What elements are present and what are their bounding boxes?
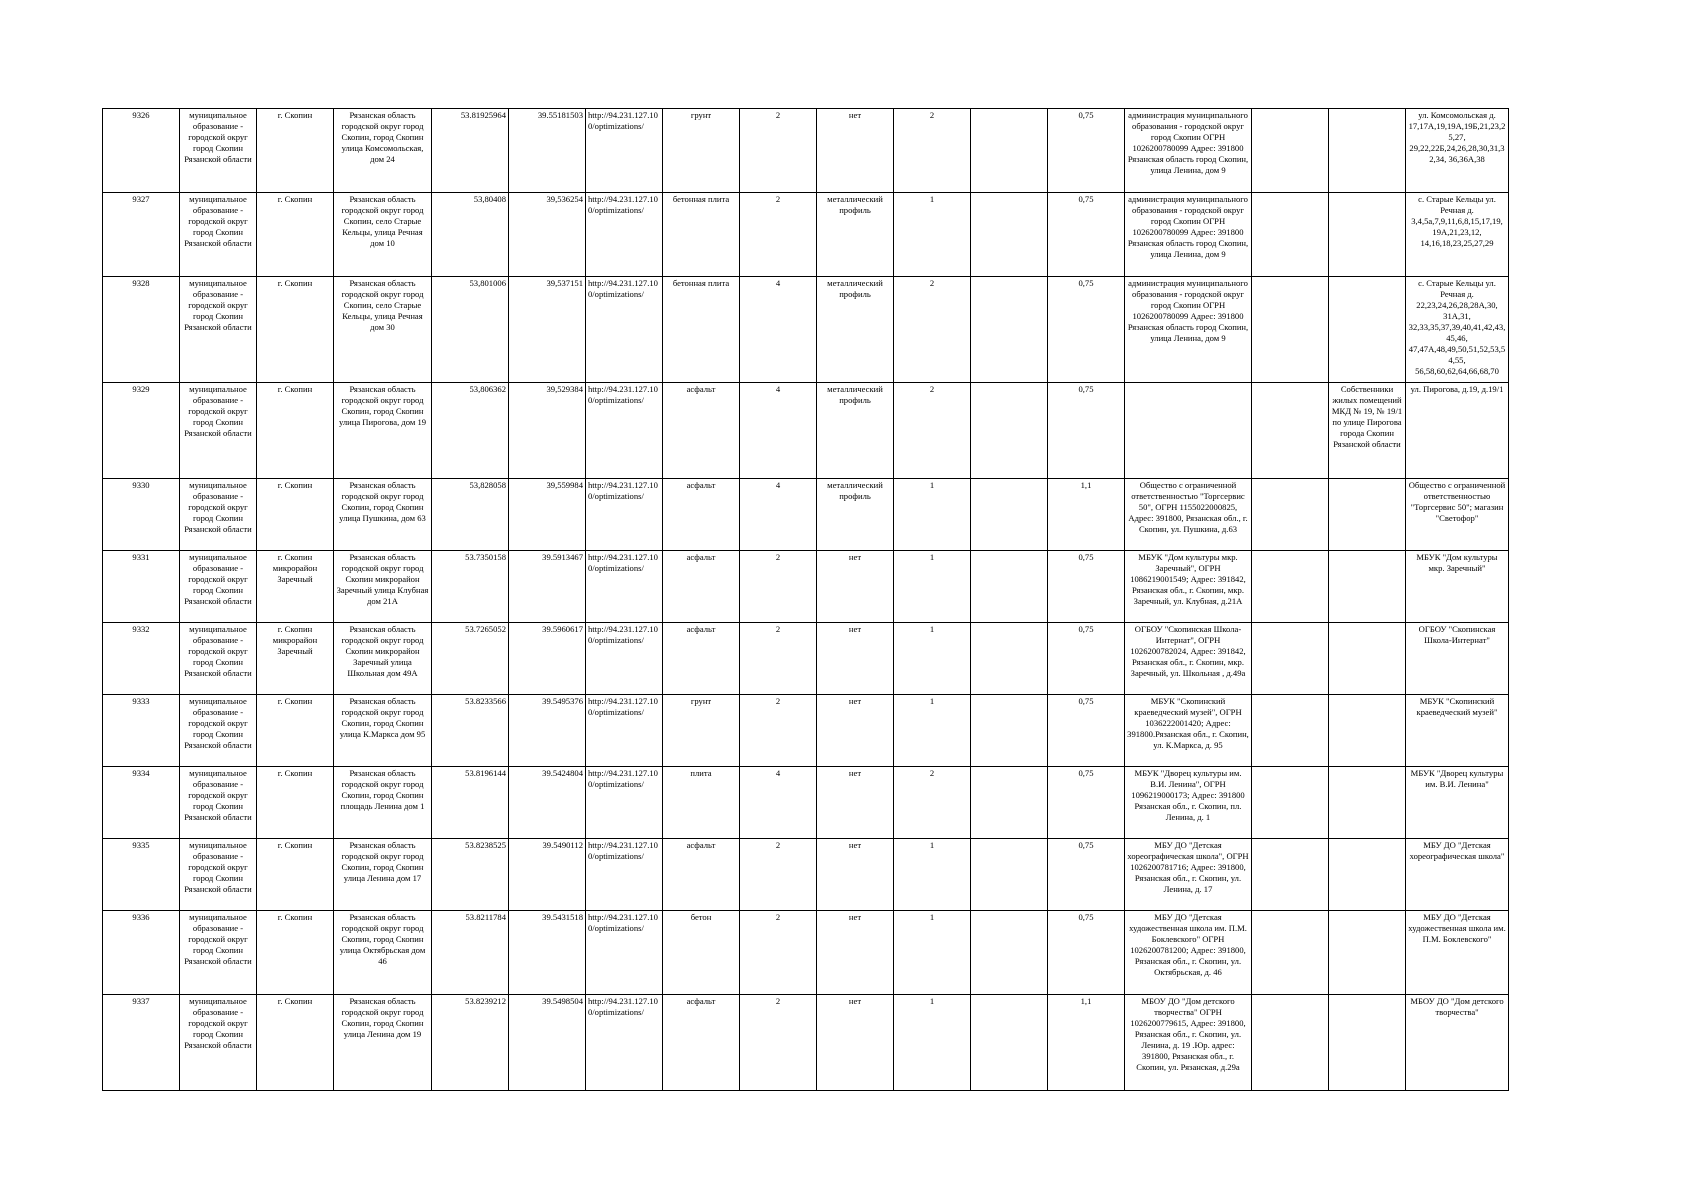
owner-alt-cell bbox=[1329, 839, 1406, 911]
surface-cell: плита bbox=[663, 767, 740, 839]
row-number: 9327 bbox=[103, 193, 180, 277]
container-count-cell: 1 bbox=[894, 193, 971, 277]
row-number: 9329 bbox=[103, 383, 180, 479]
longitude-cell: 39,559984 bbox=[509, 479, 586, 551]
longitude-cell: 39.5490112 bbox=[509, 839, 586, 911]
locality-cell: г. Скопин bbox=[257, 479, 334, 551]
empty-cell bbox=[1252, 839, 1329, 911]
latitude-cell: 53.8233566 bbox=[432, 695, 509, 767]
locality-cell: г. Скопин bbox=[257, 383, 334, 479]
map-link-cell[interactable]: http://94.231.127.100/optimizations/ bbox=[586, 767, 663, 839]
table-row bbox=[103, 695, 1509, 767]
address-cell: Рязанская область городской округ город Скопин, село Старые Кельцы, улица Речная дом 30 bbox=[334, 277, 432, 383]
sources-cell: Общество с ограниченной ответственностью "Торгсервис 50"; магазин "Светофор" bbox=[1406, 479, 1509, 551]
area-cell: 2 bbox=[740, 623, 817, 695]
volume-cell: 0,75 bbox=[1048, 695, 1125, 767]
table-row bbox=[103, 277, 1509, 383]
row-number: 9326 bbox=[103, 109, 180, 193]
longitude-cell: 39.5913467 bbox=[509, 551, 586, 623]
empty-cell bbox=[971, 995, 1048, 1091]
owner-cell bbox=[1125, 383, 1252, 479]
container-count-cell: 2 bbox=[894, 383, 971, 479]
locality-cell: г. Скопин bbox=[257, 695, 334, 767]
empty-cell bbox=[1252, 551, 1329, 623]
surface-cell: асфальт bbox=[663, 551, 740, 623]
address-cell: Рязанская область городской округ город Скопин, город Скопин улица К.Маркса дом 95 bbox=[334, 695, 432, 767]
longitude-cell: 39.5495376 bbox=[509, 695, 586, 767]
municipality-cell: муниципальное образование - городской округ город Скопин Рязанской области bbox=[180, 995, 257, 1091]
latitude-cell: 53.7350158 bbox=[432, 551, 509, 623]
longitude-cell: 39.5960617 bbox=[509, 623, 586, 695]
longitude-cell: 39.5431518 bbox=[509, 911, 586, 995]
map-link-cell[interactable]: http://94.231.127.100/optimizations/ bbox=[586, 623, 663, 695]
locality-cell: г. Скопин bbox=[257, 277, 334, 383]
latitude-cell: 53.7265052 bbox=[432, 623, 509, 695]
longitude-cell: 39,529384 bbox=[509, 383, 586, 479]
owner-cell: МБУ ДО "Детская художественная школа им. П.М. Боклевского" ОГРН 1026200781200; Адрес: 391800, Рязанская обл., г. Скопин, ул. Октябрьская, д. 46 bbox=[1125, 911, 1252, 995]
owner-cell: МБОУ ДО "Дом детского творчества" ОГРН 1026200779615, Адрес: 391800, Рязанская обл., г. Скопин, ул. Ленина, д. 19 .Юр. адрес: 391800, Рязанская обл., г. Скопин, ул. Рязанская, д.29а bbox=[1125, 995, 1252, 1091]
volume-cell: 0,75 bbox=[1048, 551, 1125, 623]
empty-cell bbox=[1252, 767, 1329, 839]
volume-cell: 0,75 bbox=[1048, 193, 1125, 277]
owner-cell: ОГБОУ "Скопинская Школа-Интернат", ОГРН 1026200782024, Адрес: 391842, Рязанская обл., г. Скопин, мкр. Заречный, ул. Школьная , д.49а bbox=[1125, 623, 1252, 695]
address-cell: Рязанская область городской округ город Скопин микрорайон Заречный улица Школьная дом 49А bbox=[334, 623, 432, 695]
municipality-cell: муниципальное образование - городской округ город Скопин Рязанской области bbox=[180, 277, 257, 383]
row-number: 9334 bbox=[103, 767, 180, 839]
empty-cell bbox=[1252, 383, 1329, 479]
surface-cell: грунт bbox=[663, 109, 740, 193]
municipality-cell: муниципальное образование - городской округ город Скопин Рязанской области bbox=[180, 911, 257, 995]
owner-alt-cell bbox=[1329, 479, 1406, 551]
address-cell: Рязанская область городской округ город Скопин микрорайон Заречный улица Клубная дом 21А bbox=[334, 551, 432, 623]
owner-cell: МБУК "Дом культуры мкр. Заречный", ОГРН 1086219001549; Адрес: 391842, Рязанская обл., г. Скопин, мкр. Заречный, ул. Клубная, д.21А bbox=[1125, 551, 1252, 623]
row-number: 9331 bbox=[103, 551, 180, 623]
table-row bbox=[103, 109, 1509, 193]
map-link-cell[interactable]: http://94.231.127.100/optimizations/ bbox=[586, 995, 663, 1091]
volume-cell: 0,75 bbox=[1048, 277, 1125, 383]
surface-cell: асфальт bbox=[663, 383, 740, 479]
locality-cell: г. Скопин bbox=[257, 109, 334, 193]
empty-cell bbox=[971, 109, 1048, 193]
area-cell: 2 bbox=[740, 695, 817, 767]
surface-cell: асфальт bbox=[663, 479, 740, 551]
container-count-cell: 2 bbox=[894, 277, 971, 383]
municipality-cell: муниципальное образование - городской округ город Скопин Рязанской области bbox=[180, 383, 257, 479]
sources-cell: МБОУ ДО "Дом детского творчества" bbox=[1406, 995, 1509, 1091]
owner-cell: МБУ ДО "Детская хореографическая школа", ОГРН 1026200781716; Адрес: 391800, Рязанская обл., г. Скопин, ул. Ленина, д. 17 bbox=[1125, 839, 1252, 911]
surface-cell: грунт bbox=[663, 695, 740, 767]
area-cell: 4 bbox=[740, 277, 817, 383]
empty-cell bbox=[971, 911, 1048, 995]
latitude-cell: 53.8239212 bbox=[432, 995, 509, 1091]
table-row bbox=[103, 995, 1509, 1091]
address-cell: Рязанская область городской округ город Скопин, город Скопин площадь Ленина дом 1 bbox=[334, 767, 432, 839]
empty-cell bbox=[1252, 277, 1329, 383]
owner-alt-cell bbox=[1329, 551, 1406, 623]
volume-cell: 0,75 bbox=[1048, 623, 1125, 695]
area-cell: 2 bbox=[740, 551, 817, 623]
owner-cell: Общество с ограниченной ответственностью "Торгсервис 50", ОГРН 1155022000825, Адрес: 391800, Рязанская обл., г. Скопин, ул. Пушкина, д.63 bbox=[1125, 479, 1252, 551]
area-cell: 2 bbox=[740, 109, 817, 193]
volume-cell: 1,1 bbox=[1048, 479, 1125, 551]
municipality-cell: муниципальное образование - городской округ город Скопин Рязанской области bbox=[180, 839, 257, 911]
owner-alt-cell bbox=[1329, 995, 1406, 1091]
owner-alt-cell: Собственники жилых помещений МКД № 19, № 19/1 по улице Пирогова города Скопин Рязанской области bbox=[1329, 383, 1406, 479]
latitude-cell: 53,828058 bbox=[432, 479, 509, 551]
table-row bbox=[103, 911, 1509, 995]
longitude-cell: 39,537151 bbox=[509, 277, 586, 383]
empty-cell bbox=[1252, 109, 1329, 193]
address-cell: Рязанская область городской округ город Скопин, город Скопин улица Ленина дом 19 bbox=[334, 995, 432, 1091]
longitude-cell: 39.5498504 bbox=[509, 995, 586, 1091]
sources-cell: МБУ ДО "Детская хореографическая школа" bbox=[1406, 839, 1509, 911]
map-link-cell[interactable]: http://94.231.127.100/optimizations/ bbox=[586, 911, 663, 995]
fence-cell: нет bbox=[817, 695, 894, 767]
owner-alt-cell bbox=[1329, 911, 1406, 995]
container-count-cell: 1 bbox=[894, 695, 971, 767]
fence-cell: металлический профиль bbox=[817, 479, 894, 551]
table-row bbox=[103, 551, 1509, 623]
container-count-cell: 1 bbox=[894, 551, 971, 623]
empty-cell bbox=[971, 695, 1048, 767]
latitude-cell: 53.8211784 bbox=[432, 911, 509, 995]
empty-cell bbox=[971, 193, 1048, 277]
fence-cell: металлический профиль bbox=[817, 193, 894, 277]
sources-cell: МБУК "Скопинский краеведческий музей" bbox=[1406, 695, 1509, 767]
locality-cell: г. Скопин bbox=[257, 193, 334, 277]
sources-cell: с. Старые Кельцы ул. Речная д. 3,4,5а,7,9,11,6,8,15,17,19, 19А,21,23,12, 14,16,18,23,25,27,29 bbox=[1406, 193, 1509, 277]
municipality-cell: муниципальное образование - городской округ город Скопин Рязанской области bbox=[180, 551, 257, 623]
area-cell: 4 bbox=[740, 383, 817, 479]
empty-cell bbox=[1252, 479, 1329, 551]
map-link-cell[interactable]: http://94.231.127.100/optimizations/ bbox=[586, 551, 663, 623]
owner-cell: администрация муниципального образования - городской округ город Скопин ОГРН 1026200780099 Адрес: 391800 Рязанская область город Скопин, улица Ленина, дом 9 bbox=[1125, 109, 1252, 193]
container-count-cell: 1 bbox=[894, 839, 971, 911]
row-number: 9328 bbox=[103, 277, 180, 383]
municipality-cell: муниципальное образование - городской округ город Скопин Рязанской области bbox=[180, 479, 257, 551]
row-number: 9336 bbox=[103, 911, 180, 995]
surface-cell: асфальт bbox=[663, 995, 740, 1091]
longitude-cell: 39.55181503 bbox=[509, 109, 586, 193]
address-cell: Рязанская область городской округ город Скопин, город Скопин улица Ленина дом 17 bbox=[334, 839, 432, 911]
map-link-cell[interactable]: http://94.231.127.100/optimizations/ bbox=[586, 109, 663, 193]
container-count-cell: 1 bbox=[894, 623, 971, 695]
latitude-cell: 53.81925964 bbox=[432, 109, 509, 193]
fence-cell: нет bbox=[817, 911, 894, 995]
table-row bbox=[103, 839, 1509, 911]
owner-alt-cell bbox=[1329, 193, 1406, 277]
locality-cell: г. Скопин микрорайон Заречный bbox=[257, 623, 334, 695]
sources-cell: МБУ ДО "Детская художественная школа им. П.М. Боклевского" bbox=[1406, 911, 1509, 995]
empty-cell bbox=[1252, 695, 1329, 767]
container-count-cell: 2 bbox=[894, 109, 971, 193]
fence-cell: нет bbox=[817, 623, 894, 695]
container-count-cell: 2 bbox=[894, 767, 971, 839]
longitude-cell: 39,536254 bbox=[509, 193, 586, 277]
map-link-cell[interactable]: http://94.231.127.100/optimizations/ bbox=[586, 277, 663, 383]
container-count-cell: 1 bbox=[894, 995, 971, 1091]
surface-cell: асфальт bbox=[663, 839, 740, 911]
area-cell: 4 bbox=[740, 767, 817, 839]
empty-cell bbox=[971, 479, 1048, 551]
table-row bbox=[103, 767, 1509, 839]
locality-cell: г. Скопин bbox=[257, 767, 334, 839]
empty-cell bbox=[971, 839, 1048, 911]
municipality-cell: муниципальное образование - городской округ город Скопин Рязанской области bbox=[180, 109, 257, 193]
surface-cell: бетонная плита bbox=[663, 277, 740, 383]
owner-cell: МБУК "Скопинский краеведческий музей", ОГРН 1036222001420; Адрес: 391800.Рязанская обл., г. Скопин, ул. К.Маркса, д. 95 bbox=[1125, 695, 1252, 767]
owner-cell: МБУК "Дворец культуры им. В.И. Ленина", ОГРН 1096219000173; Адрес: 391800 Рязанская обл., г. Скопин, пл. Ленина, д. 1 bbox=[1125, 767, 1252, 839]
map-link-cell[interactable]: http://94.231.127.100/optimizations/ bbox=[586, 695, 663, 767]
map-link-cell[interactable]: http://94.231.127.100/optimizations/ bbox=[586, 383, 663, 479]
fence-cell: металлический профиль bbox=[817, 277, 894, 383]
address-cell: Рязанская область городской округ город Скопин, город Скопин улица Комсомольская, дом 24 bbox=[334, 109, 432, 193]
empty-cell bbox=[1252, 193, 1329, 277]
registry-table bbox=[102, 108, 1509, 1091]
fence-cell: нет bbox=[817, 767, 894, 839]
empty-cell bbox=[1252, 995, 1329, 1091]
row-number: 9337 bbox=[103, 995, 180, 1091]
owner-alt-cell bbox=[1329, 695, 1406, 767]
row-number: 9330 bbox=[103, 479, 180, 551]
container-count-cell: 1 bbox=[894, 911, 971, 995]
locality-cell: г. Скопин bbox=[257, 911, 334, 995]
table-row bbox=[103, 623, 1509, 695]
owner-alt-cell bbox=[1329, 767, 1406, 839]
locality-cell: г. Скопин bbox=[257, 995, 334, 1091]
fence-cell: нет bbox=[817, 995, 894, 1091]
latitude-cell: 53,801006 bbox=[432, 277, 509, 383]
municipality-cell: муниципальное образование - городской округ город Скопин Рязанской области bbox=[180, 695, 257, 767]
volume-cell: 0,75 bbox=[1048, 109, 1125, 193]
fence-cell: нет bbox=[817, 839, 894, 911]
empty-cell bbox=[971, 277, 1048, 383]
surface-cell: асфальт bbox=[663, 623, 740, 695]
locality-cell: г. Скопин bbox=[257, 839, 334, 911]
area-cell: 2 bbox=[740, 995, 817, 1091]
row-number: 9335 bbox=[103, 839, 180, 911]
row-number: 9333 bbox=[103, 695, 180, 767]
map-link-cell[interactable]: http://94.231.127.100/optimizations/ bbox=[586, 479, 663, 551]
volume-cell: 0,75 bbox=[1048, 767, 1125, 839]
latitude-cell: 53,80408 bbox=[432, 193, 509, 277]
municipality-cell: муниципальное образование - городской округ город Скопин Рязанской области bbox=[180, 623, 257, 695]
volume-cell: 1,1 bbox=[1048, 995, 1125, 1091]
area-cell: 2 bbox=[740, 911, 817, 995]
address-cell: Рязанская область городской округ город Скопин, город Скопин улица Пушкина, дом 63 bbox=[334, 479, 432, 551]
sources-cell: ОГБОУ "Скопинская Школа-Интернат" bbox=[1406, 623, 1509, 695]
sources-cell: с. Старые Кельцы ул. Речная д. 22,23,24,26,28,28А,30, 31А,31, 32,33,35,37,39,40,41,42,43, 45,46, 47,47А,48,49,50,51,52,53,54,55, 56,58,60,62,64,66,68,70 bbox=[1406, 277, 1509, 383]
locality-cell: г. Скопин микрорайон Заречный bbox=[257, 551, 334, 623]
longitude-cell: 39.5424804 bbox=[509, 767, 586, 839]
table-row bbox=[103, 193, 1509, 277]
table-body bbox=[103, 109, 1509, 1091]
owner-alt-cell bbox=[1329, 109, 1406, 193]
table-row bbox=[103, 479, 1509, 551]
volume-cell: 0,75 bbox=[1048, 839, 1125, 911]
address-cell: Рязанская область городской округ город Скопин, город Скопин улица Октябрьская дом 46 bbox=[334, 911, 432, 995]
area-cell: 2 bbox=[740, 193, 817, 277]
container-count-cell: 1 bbox=[894, 479, 971, 551]
area-cell: 2 bbox=[740, 839, 817, 911]
municipality-cell: муниципальное образование - городской округ город Скопин Рязанской области bbox=[180, 193, 257, 277]
map-link-cell[interactable]: http://94.231.127.100/optimizations/ bbox=[586, 193, 663, 277]
empty-cell bbox=[971, 767, 1048, 839]
address-cell: Рязанская область городской округ город Скопин, город Скопин улица Пирогова, дом 19 bbox=[334, 383, 432, 479]
fence-cell: металлический профиль bbox=[817, 383, 894, 479]
latitude-cell: 53.8238525 bbox=[432, 839, 509, 911]
map-link-cell[interactable]: http://94.231.127.100/optimizations/ bbox=[586, 839, 663, 911]
municipality-cell: муниципальное образование - городской округ город Скопин Рязанской области bbox=[180, 767, 257, 839]
address-cell: Рязанская область городской округ город Скопин, село Старые Кельцы, улица Речная дом 10 bbox=[334, 193, 432, 277]
owner-cell: администрация муниципального образования - городской округ город Скопин ОГРН 1026200780099 Адрес: 391800 Рязанская область город Скопин, улица Ленина, дом 9 bbox=[1125, 193, 1252, 277]
owner-alt-cell bbox=[1329, 623, 1406, 695]
fence-cell: нет bbox=[817, 551, 894, 623]
surface-cell: бетон bbox=[663, 911, 740, 995]
owner-cell: администрация муниципального образования - городской округ город Скопин ОГРН 1026200780099 Адрес: 391800 Рязанская область город Скопин, улица Ленина, дом 9 bbox=[1125, 277, 1252, 383]
volume-cell: 0,75 bbox=[1048, 911, 1125, 995]
table-row bbox=[103, 383, 1509, 479]
surface-cell: бетонная плита bbox=[663, 193, 740, 277]
empty-cell bbox=[971, 383, 1048, 479]
latitude-cell: 53,806362 bbox=[432, 383, 509, 479]
empty-cell bbox=[1252, 623, 1329, 695]
area-cell: 4 bbox=[740, 479, 817, 551]
sources-cell: МБУК "Дворец культуры им. В.И. Ленина" bbox=[1406, 767, 1509, 839]
fence-cell: нет bbox=[817, 109, 894, 193]
sources-cell: ул. Пирогова, д.19, д.19/1 bbox=[1406, 383, 1509, 479]
volume-cell: 0,75 bbox=[1048, 383, 1125, 479]
sources-cell: ул. Комсомольская д. 17,17А,19,19А,19Б,21,23,25,27, 29,22,22Б,24,26,28,30,31,32,34, 36,36А,38 bbox=[1406, 109, 1509, 193]
empty-cell bbox=[1252, 911, 1329, 995]
latitude-cell: 53.8196144 bbox=[432, 767, 509, 839]
empty-cell bbox=[971, 551, 1048, 623]
owner-alt-cell bbox=[1329, 277, 1406, 383]
sources-cell: МБУК "Дом культуры мкр. Заречный" bbox=[1406, 551, 1509, 623]
row-number: 9332 bbox=[103, 623, 180, 695]
empty-cell bbox=[971, 623, 1048, 695]
